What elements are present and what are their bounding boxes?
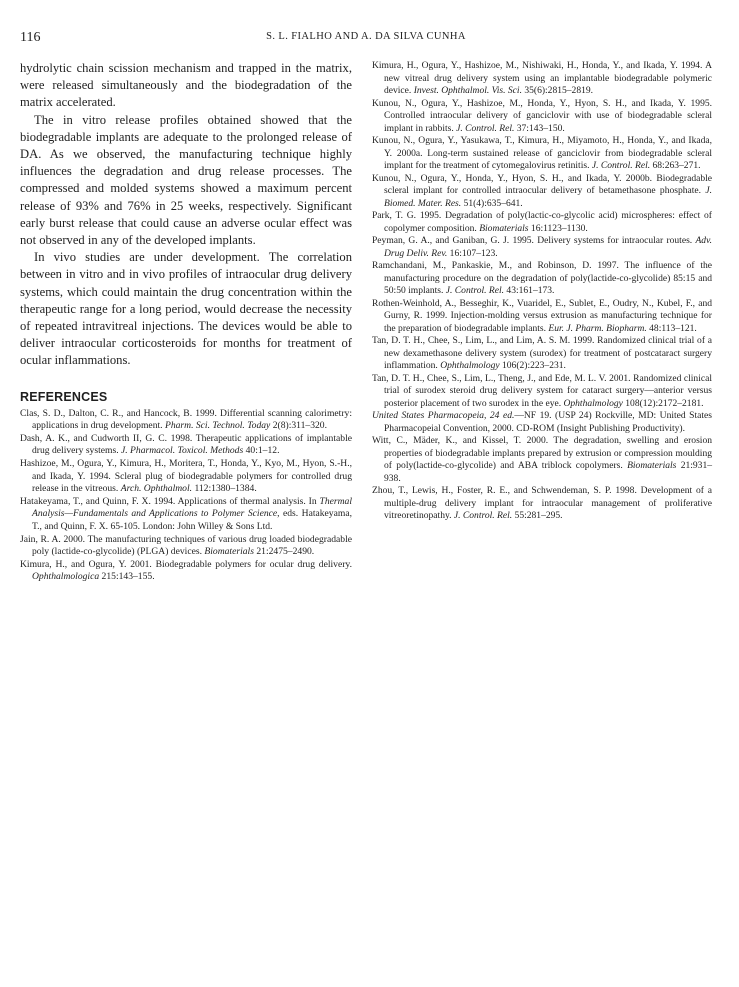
reference-entry [372, 410, 712, 435]
reference-journal: Ophthalmology [563, 397, 623, 409]
reference-entry [372, 173, 712, 211]
right-column [372, 60, 712, 523]
reference-volume-pages: 108(12):2172–2181. [622, 397, 704, 409]
reference-entry [372, 60, 712, 98]
reference-entry [372, 335, 712, 373]
reference-text: Hashizoe, M., Ogura, Y., Kimura, H., Moritera, T., Honda, Y., Kyo, M., Hyon, S.-H., and Ikada, Y. 1994. Scleral plug of biodegradable polymers for controlled drug release in the vitreous. [20, 458, 352, 495]
reference-journal: United States Pharmacopeia, 24 ed. [372, 410, 515, 421]
reference-volume-pages: 68:263–271. [650, 160, 701, 171]
reference-journal: J. Pharmacol. Toxicol. Methods [121, 445, 244, 457]
reference-volume-pages: 16:1123–1130. [528, 222, 588, 234]
reference-text: Clas, S. D., Dalton, C. R., and Hancock, B. 1999. Differential scanning calorimetry: applications in drug development. [20, 407, 352, 432]
reference-volume-pages: 40:1–12. [243, 445, 280, 457]
reference-text: Tan, D. T. H., Chee, S., Lim, L., Theng, J., and Ede, M. L. V. 2001. Randomized clinical trial of surodex steroid drug delivery system for cataract surgery—anterior versus posterior placement of two surodex in the eye. [372, 372, 712, 409]
reference-entry [20, 559, 352, 584]
reference-journal: J. Control. Rel. [591, 160, 651, 171]
reference-journal: Ophthalmology [440, 360, 500, 371]
body-paragraph: In vivo studies are under development. The correlation between in vitro and in vivo profiles of intraocular drug delivery systems, which could maintain the drug concentration within the therapeutic range for a long period, would decrease the necessity of repeated intravitreal injections. The devices would be able to deliver intraocular corticosteroids for months for treatment of ocular inflammations. [20, 250, 352, 368]
reference-volume-pages: 106(2):223–231. [499, 360, 566, 371]
reference-entry [20, 496, 352, 534]
page-number: 116 [20, 30, 41, 45]
reference-entry [20, 458, 352, 496]
reference-text: Peyman, G. A., and Ganiban, G. J. 1995. Delivery systems for intraocular routes. [372, 235, 696, 246]
reference-text: Ramchandani, M., Pankaskie, M., and Robinson, D. 1997. The influence of the manufacturing procedure on the degradation of poly(lactide-co-glycolide) 85:15 and 50:50 implants. [372, 260, 712, 296]
references-list-left [20, 408, 352, 584]
reference-entry [372, 135, 712, 173]
running-head: S. L. FIALHO AND A. DA SILVA CUNHA [266, 31, 466, 42]
reference-volume-pages: 16:107–123. [447, 247, 498, 259]
reference-journal: J. Control. Rel. [445, 285, 505, 296]
reference-volume-pages: 215:143–155. [99, 571, 155, 583]
reference-text: Jain, R. A. 2000. The manufacturing techniques of various drug loaded biodegradable poly (lactide-co-glycolide) (PLGA) devices. [20, 533, 352, 558]
reference-journal: Pharm. Sci. Technol. Today [164, 420, 271, 432]
reference-entry [372, 485, 712, 523]
reference-entry [20, 433, 352, 458]
reference-text: Kimura, H., Ogura, Y., Hashizoe, M., Nishiwaki, H., Honda, Y., and Ikada, Y. 1994. A new vitreal drug delivery system using an implantable biodegradable polymeric device. [372, 60, 712, 96]
reference-text: Hatakeyama, T., and Quinn, F. X. 1994. Applications of thermal analysis. In [20, 495, 320, 507]
reference-volume-pages: 48:113–121. [646, 322, 697, 334]
reference-text: Tan, D. T. H., Chee, S., Lim, L., and Lim, A. S. M. 1999. Randomized clinical trial of a new dexamethasone delivery system (surodex) for treatment of postcataract surgery inflammation. [372, 335, 712, 371]
reference-text: Rothen-Weinhold, A., Besseghir, K., Vuaridel, E., Sublet, E., Oudry, N., Kubel, F., and Gurny, R. 1999. Injection-molding versus extrusion as manufacturing technique for the preparation of biodegradable implants. [372, 297, 712, 334]
references-heading: REFERENCES [20, 389, 108, 404]
reference-journal: Biomaterials [204, 546, 254, 558]
reference-journal: Biomaterials [627, 460, 677, 471]
reference-text: Kunou, N., Ogura, Y., Hashizoe, M., Honda, Y., Hyon, S. H., and Ikada, Y. 1995. Controlled intraocular delivery of ganciclovir with use of biodegradable scleral implant in rabbits. [372, 97, 712, 134]
body-text [20, 60, 352, 370]
reference-text: Park, T. G. 1995. Degradation of poly(lactic-co-glycolic acid) microspheres: effect of copolymer composition. [372, 210, 712, 234]
reference-volume-pages: 21:2475–2490. [253, 546, 315, 558]
reference-text: Kunou, N., Ogura, Y., Honda, Y., Hyon, S. H., and Ikada, Y. 2000b. Biodegradable scleral implant for controlled intraocular delivery of betamethasone phosphate. [372, 172, 712, 196]
reference-entry [372, 210, 712, 235]
references-list-right [372, 60, 712, 523]
reference-volume-pages: 2(8):311–320. [270, 420, 327, 432]
page-header [20, 30, 712, 50]
reference-volume-pages: 35(6):2815–2819. [521, 85, 594, 96]
reference-text: Kunou, N., Ogura, Y., Yasukawa, T., Kimura, H., Miyamoto, H., Honda, Y., and Ikada, Y. 2000a. Long-term sustained release of ganciclovir from biodegradable scleral implant for the treatment of cytomegalovirus retinitis. [372, 135, 712, 171]
reference-text: Kimura, H., and Ogura, Y. 2001. Biodegradable polymers for ocular drug delivery. [20, 558, 352, 570]
reference-volume-pages: 51(4):635–641. [461, 197, 523, 209]
reference-journal: Eur. J. Pharm. Biopharm. [548, 322, 647, 334]
reference-journal: Thermal Analysis—Fundamentals and Applications to Polymer Science [32, 495, 352, 520]
reference-journal: J. Control. Rel. [453, 510, 513, 521]
reference-volume-pages: , eds. Hatakeyama, T., and Quinn, F. X. 65-105. London: John Willey & Sons Ltd. [32, 508, 352, 532]
reference-entry [372, 260, 712, 298]
body-paragraph: The in vitro release profiles obtained showed that the biodegradable implants are adequate to the prolonged release of DA. As we observed, the manufacturing technique highly influences the degradation and drug release processes. The compressed and molded systems showed a maximum percent release of 93% and 76% in 25 weeks, respectively. Significant early burst release that could cause an adverse ocular effect was not observed in any of the developed implants. [20, 112, 352, 248]
reference-entry [372, 235, 712, 260]
reference-entry [372, 373, 712, 411]
reference-text: Witt, C., Mäder, K., and Kissel, T. 2000. The degradation, swelling and erosion properties of biodegradable implants prepared by extrusion or compression moulding of poly(lactide-co-glycolide) and ABA triblock copolymers. [372, 435, 712, 471]
reference-journal: J. Control. Rel. [456, 122, 515, 134]
reference-entry [372, 435, 712, 485]
reference-entry [372, 98, 712, 136]
reference-journal: Adv. Drug Deliv. Rev. [384, 235, 712, 259]
body-paragraph: hydrolytic chain scission mechanism and trapped in the matrix, were released simultaneously and the biodegradation of the matrix accelerated. [20, 61, 352, 110]
reference-volume-pages: 112:1380–1384. [192, 483, 257, 495]
reference-journal: Ophthalmologica [32, 571, 100, 583]
reference-journal: J. Biomed. Mater. Res. [384, 185, 712, 209]
reference-volume-pages: 21:931–938. [384, 460, 713, 484]
reference-journal: Biomaterials [479, 222, 529, 234]
reference-entry [20, 534, 352, 559]
reference-volume-pages: 43:161–173. [504, 285, 555, 296]
reference-journal: Arch. Ophthalmol. [120, 483, 193, 495]
reference-entry [20, 408, 352, 433]
reference-journal: Invest. Ophthalmol. Vis. Sci. [413, 85, 522, 96]
reference-volume-pages: 55:281–295. [512, 510, 563, 521]
reference-volume-pages: 37:143–150. [514, 122, 565, 134]
reference-text: Dash, A. K., and Cudworth II, G. C. 1998. Therapeutic applications of implantable drug delivery systems. [20, 432, 352, 457]
reference-volume-pages: —NF 19. (USP 24) Rockville, MD: United States Pharmacopeial Convention, 2000. CD-ROM (Insight Publishing Productivity). [384, 410, 712, 434]
reference-text: Zhou, T., Lewis, H., Foster, R. E., and Schwendeman, S. P. 1998. Development of a multiple-drug delivery implant for intraocular management of proliferative vitreoretinopathy. [372, 485, 712, 521]
left-column [20, 60, 352, 584]
reference-entry [372, 298, 712, 336]
